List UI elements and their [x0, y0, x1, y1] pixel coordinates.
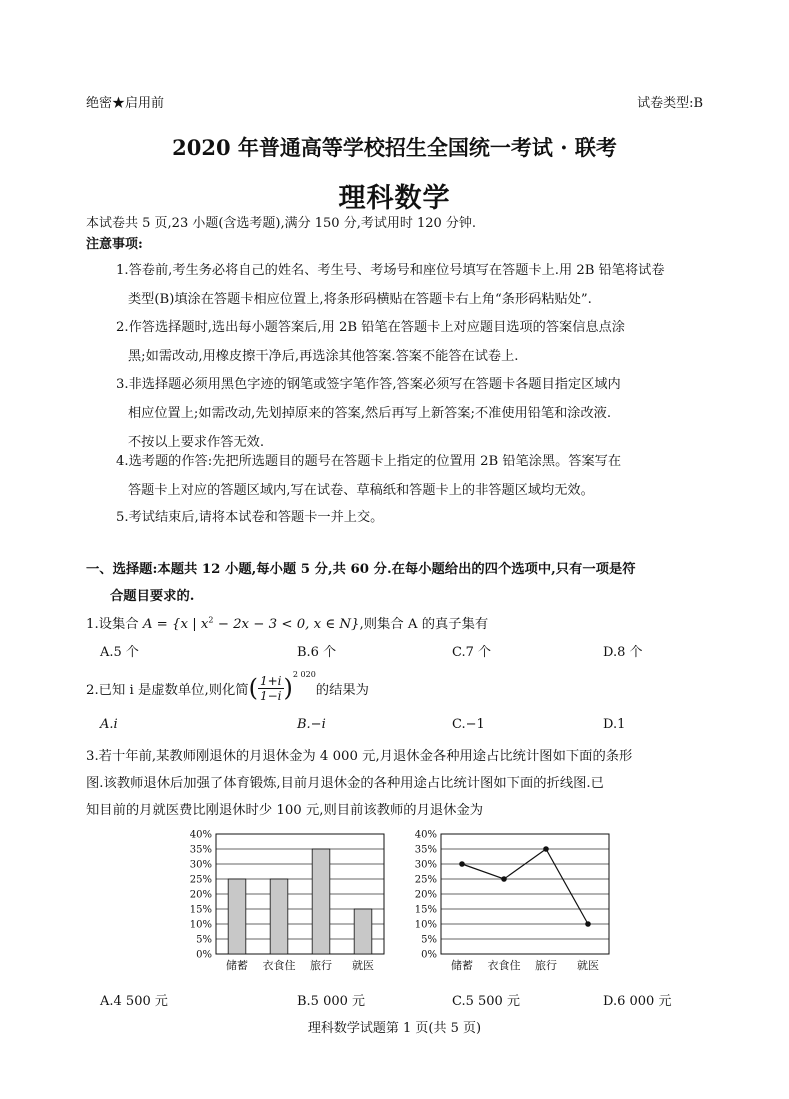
- q2-fraction: [258, 674, 284, 703]
- question-2: [86, 668, 369, 708]
- notes-title: 注意事项:: [86, 237, 143, 252]
- data-point: [585, 921, 591, 927]
- q2-option-d: D.1: [603, 717, 626, 732]
- q3-option-a: A.4 500 元: [100, 994, 168, 1009]
- x-tick-label: 旅行: [535, 959, 557, 972]
- q3-option-d: D.6 000 元: [603, 994, 672, 1009]
- exam-intro: 本试卷共 5 页,23 小题(含选考题),满分 150 分,考试用时 120 分钟.: [86, 216, 477, 231]
- note-line: 2.作答选择题时,选出每小题答案后,用 2B 铅笔在答题卡上对应题目选项的答案信息点涂: [116, 320, 625, 335]
- note-line: 不按以上要求作答无效.: [128, 435, 265, 450]
- q1-option-b: B.6 个: [297, 645, 337, 660]
- y-tick-label: 0%: [421, 949, 437, 961]
- x-tick-label: 衣食住: [487, 959, 521, 972]
- note-line: 答题卡上对应的答题区域内,写在试卷、草稿纸和答题卡上的非答题区域均无效。: [128, 483, 594, 498]
- x-tick-label: 储蓄: [451, 959, 473, 972]
- series-line: [462, 849, 588, 924]
- q2-option-c: C.−1: [452, 717, 485, 732]
- section-heading-line: 合题目要求的.: [110, 589, 195, 604]
- y-tick-label: 20%: [189, 889, 212, 901]
- q1-sup: 2: [208, 615, 214, 625]
- y-tick-label: 25%: [414, 874, 437, 886]
- q1-set-tail: − 2x − 3 < 0, x ∈ N}: [213, 617, 360, 632]
- note-line: 1.答卷前,考生务必将自己的姓名、考生号、考场号和座位号填写在答题卡上.用 2B 铅笔将试卷: [116, 263, 665, 278]
- section-heading-line: 一、选择题:本题共 12 小题,每小题 5 分,共 60 分.在每小题给出的四个选项中,只有一项是符: [86, 562, 636, 577]
- y-tick-label: 5%: [196, 934, 212, 946]
- note-2: [116, 313, 708, 371]
- bar: [228, 879, 246, 954]
- right-paren-icon: ): [283, 674, 293, 702]
- bar: [312, 849, 330, 954]
- y-tick-label: 30%: [189, 859, 212, 871]
- note-line: 黑;如需改动,用橡皮擦干净后,再选涂其他答案.答案不能答在试卷上.: [128, 349, 519, 364]
- q1-option-a: A.5 个: [100, 645, 139, 660]
- q2-numerator: 1+i: [259, 673, 282, 688]
- note-5: [116, 503, 708, 532]
- left-paren-icon: (: [248, 674, 258, 702]
- y-tick-label: 10%: [189, 919, 212, 931]
- x-tick-label: 旅行: [310, 959, 332, 972]
- exam-title: 2020 年普通高等学校招生全国统一考试 · 联考: [172, 135, 617, 160]
- y-tick-label: 25%: [189, 874, 212, 886]
- q3-line-1: 3.若十年前,某教师刚退休的月退休金为 4 000 元,月退休金各种用途占比统计图如下面的条形: [86, 749, 633, 764]
- q1-set-expr: A = {x | x: [142, 617, 209, 632]
- y-tick-label: 10%: [414, 919, 437, 931]
- bar-chart: [170, 826, 392, 976]
- y-tick-label: 0%: [196, 949, 212, 961]
- note-line: 类型(B)填涂在答题卡相应位置上,将条形码横贴在答题卡右上角“条形码粘贴处”.: [128, 292, 592, 307]
- q1-option-c: C.7 个: [452, 645, 492, 660]
- y-tick-label: 5%: [421, 934, 437, 946]
- y-tick-label: 15%: [414, 904, 437, 916]
- note-1: [116, 256, 708, 314]
- note-3: [116, 370, 708, 457]
- confidential-label: 绝密★启用前: [86, 96, 165, 111]
- data-point: [459, 861, 465, 867]
- q2-denominator: 1−i: [259, 688, 282, 703]
- q2-suffix: 的结果为: [315, 682, 369, 698]
- note-line: 4.选考题的作答:先把所选题目的题号在答题卡上指定的位置用 2B 铅笔涂黑。答案写在: [116, 454, 622, 469]
- note-line: 3.非选择题必须用黑色字迹的钢笔或签字笔作答,答案必须写在答题卡各题目指定区域内: [116, 377, 621, 392]
- bar: [354, 909, 372, 954]
- note-line: 5.考试结束后,请将本试卷和答题卡一并上交。: [116, 510, 384, 525]
- y-tick-label: 40%: [414, 829, 437, 841]
- q1-option-d: D.8 个: [603, 645, 643, 660]
- q3-line-3: 知目前的月就医费比刚退休时少 100 元,则目前该教师的月退休金为: [86, 803, 484, 818]
- y-tick-label: 15%: [189, 904, 212, 916]
- y-tick-label: 30%: [414, 859, 437, 871]
- q2-exponent: 2 020: [292, 670, 316, 679]
- q3-option-b: B.5 000 元: [297, 994, 366, 1009]
- x-tick-label: 衣食住: [262, 959, 296, 972]
- q1-suffix: ,则集合 A 的真子集有: [359, 617, 489, 632]
- bar: [270, 879, 288, 954]
- q2-prefix: 2.已知 i 是虚数单位,则化简: [86, 682, 249, 698]
- page-footer: 理科数学试题第 1 页(共 5 页): [307, 1021, 482, 1036]
- q2-option-a: A.i: [100, 717, 118, 732]
- note-line: 相应位置上;如需改动,先划掉原来的答案,然后再写上新答案;不准使用铅笔和涂改液.: [128, 406, 612, 421]
- data-point: [501, 876, 507, 882]
- x-tick-label: 储蓄: [226, 959, 248, 972]
- question-1: [86, 613, 488, 632]
- note-4: [116, 447, 708, 505]
- data-point: [543, 846, 549, 852]
- x-tick-label: 就医: [577, 959, 599, 972]
- y-tick-label: 35%: [414, 844, 437, 856]
- paper-type-label: 试卷类型:B: [637, 96, 703, 111]
- q2-option-b: B.−i: [297, 717, 326, 732]
- y-tick-label: 40%: [189, 829, 212, 841]
- q1-prefix: 1.设集合: [86, 617, 143, 632]
- subject-title: 理科数学: [338, 183, 451, 214]
- y-tick-label: 35%: [189, 844, 212, 856]
- q3-option-c: C.5 500 元: [452, 994, 520, 1009]
- line-chart: [395, 826, 617, 976]
- y-tick-label: 20%: [414, 889, 437, 901]
- x-tick-label: 就医: [352, 959, 374, 972]
- q3-line-2: 图.该教师退休后加强了体育锻炼,目前月退休金的各种用途占比统计图如下面的折线图.已: [86, 776, 604, 791]
